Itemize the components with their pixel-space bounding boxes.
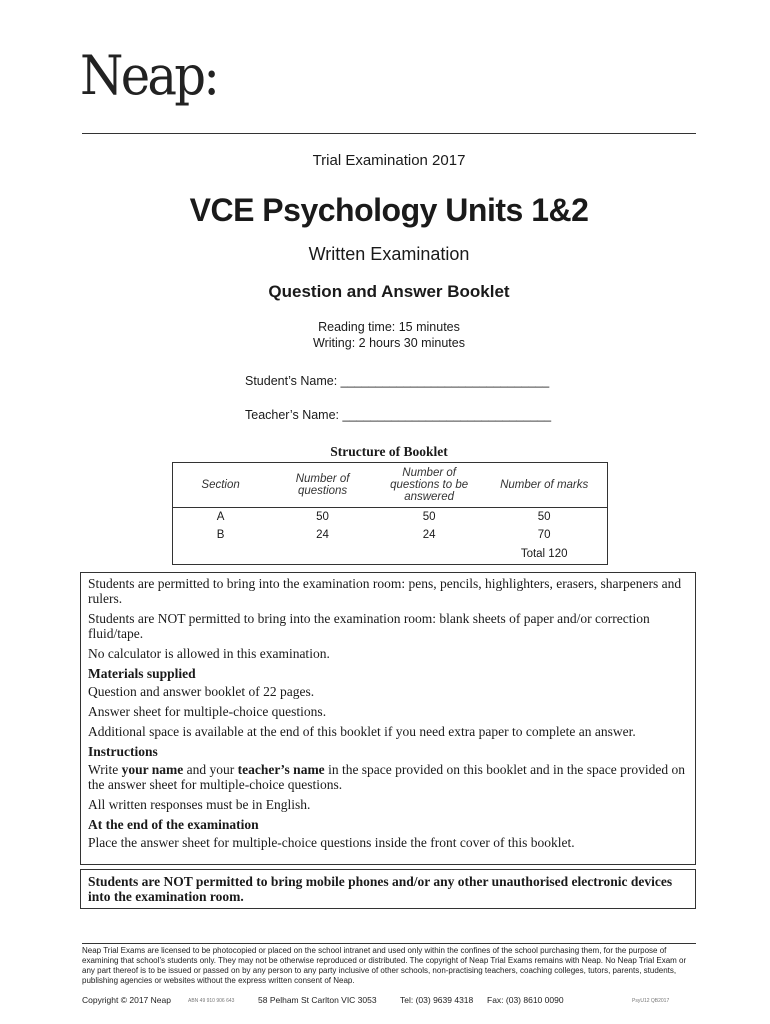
not-permitted-items-text: Students are NOT permitted to bring into the examination room: blank sheets of paper and/or correction fluid/tape. (88, 611, 650, 641)
abn: ABN 49 910 906 643 (188, 998, 235, 1004)
table-cell: A (173, 508, 269, 527)
structure-title: Structure of Booklet (330, 444, 448, 459)
student-name-field[interactable]: Student’s Name: ______________________________ (245, 374, 550, 388)
header-divider (82, 133, 696, 134)
table-cell: 50 (422, 511, 436, 523)
end-of-exam-heading: At the end of the examination (88, 817, 259, 832)
legal-notice: Neap Trial Exams are licensed to be photocopied or placed on the school intranet and used only within the confines of the school purchasing them, for the purpose of examining that school’s students only. They may not be otherwise reproduced or distributed. The copyright of Neap Trial Exams remains with Neap. No Neap Trial Exam or any part thereof is to be issued or passed on by any person to any party inclusive of other schools, non-practising teachers, coaching colleges, tutors, parents, students, publishing agencies or websites without the express written consent of Neap. (82, 946, 687, 985)
end-of-exam-text: Place the answer sheet for multiple-choice questions inside the front cover of this booklet. (88, 835, 575, 850)
fax: Fax: (03) 8610 0090 (487, 995, 564, 1005)
instructions-box (80, 572, 696, 865)
permitted-items-text: Students are permitted to bring into the examination room: pens, pencils, highlighters, erasers, sharpeners and rulers. (88, 576, 682, 606)
address: 58 Pelham St Carlton VIC 3053 (258, 995, 377, 1005)
footer-divider (82, 943, 696, 944)
neap-logo: Neap: (80, 44, 218, 107)
written-examination-label: Written Examination (308, 244, 470, 264)
table-row (173, 508, 608, 527)
column-header: Number of marks (481, 463, 607, 508)
booklet-label: Question and Answer Booklet (268, 282, 510, 301)
instructions-heading: Instructions (88, 744, 158, 759)
document-code: PsyU12 QB2017 (632, 998, 670, 1004)
table-cell: 24 (316, 529, 329, 541)
writing-time: Writing: 2 hours 30 minutes (313, 336, 465, 350)
structure-table (172, 462, 608, 565)
materials-item: Answer sheet for multiple-choice questions. (88, 704, 327, 719)
table-cell: 50 (316, 511, 329, 523)
table-cell: B (173, 526, 269, 544)
page-title: VCE Psychology Units 1&2 (189, 192, 589, 228)
copyright: Copyright © 2017 Neap (82, 995, 171, 1005)
english-instruction: All written responses must be in English. (88, 797, 311, 812)
total-marks: Total 120 (481, 544, 607, 565)
materials-heading: Materials supplied (88, 666, 196, 681)
table-total-row (173, 544, 608, 565)
table-cell: 50 (481, 508, 607, 527)
trial-examination-label: Trial Examination 2017 (312, 152, 466, 169)
table-row (173, 526, 608, 544)
column-header: Number of questions (268, 463, 377, 508)
materials-item: Additional space is available at the end of this booklet if you need extra paper to complete an answer. (88, 724, 636, 739)
column-header: Number of questions to be answered (377, 463, 481, 508)
table-cell: 24 (422, 529, 436, 541)
column-header: Section (173, 463, 269, 508)
mobile-phone-warning: Students are NOT permitted to bring mobile phones and/or any other unauthorised electronic devices into the examination room. (80, 869, 696, 909)
write-name-instruction: Write your name and your teacher’s name in the space provided on this booklet and in the space provided on the answer sheet for multiple-choice questions. (88, 762, 685, 792)
table-cell: 70 (481, 526, 607, 544)
reading-time: Reading time: 15 minutes (318, 320, 460, 334)
teacher-name-field[interactable]: Teacher’s Name: ______________________________ (245, 408, 552, 422)
telephone: Tel: (03) 9639 4318 (400, 995, 474, 1005)
table-header-row (173, 463, 608, 508)
calculator-text: No calculator is allowed in this examination. (88, 646, 330, 661)
materials-item: Question and answer booklet of 22 pages. (88, 684, 315, 699)
